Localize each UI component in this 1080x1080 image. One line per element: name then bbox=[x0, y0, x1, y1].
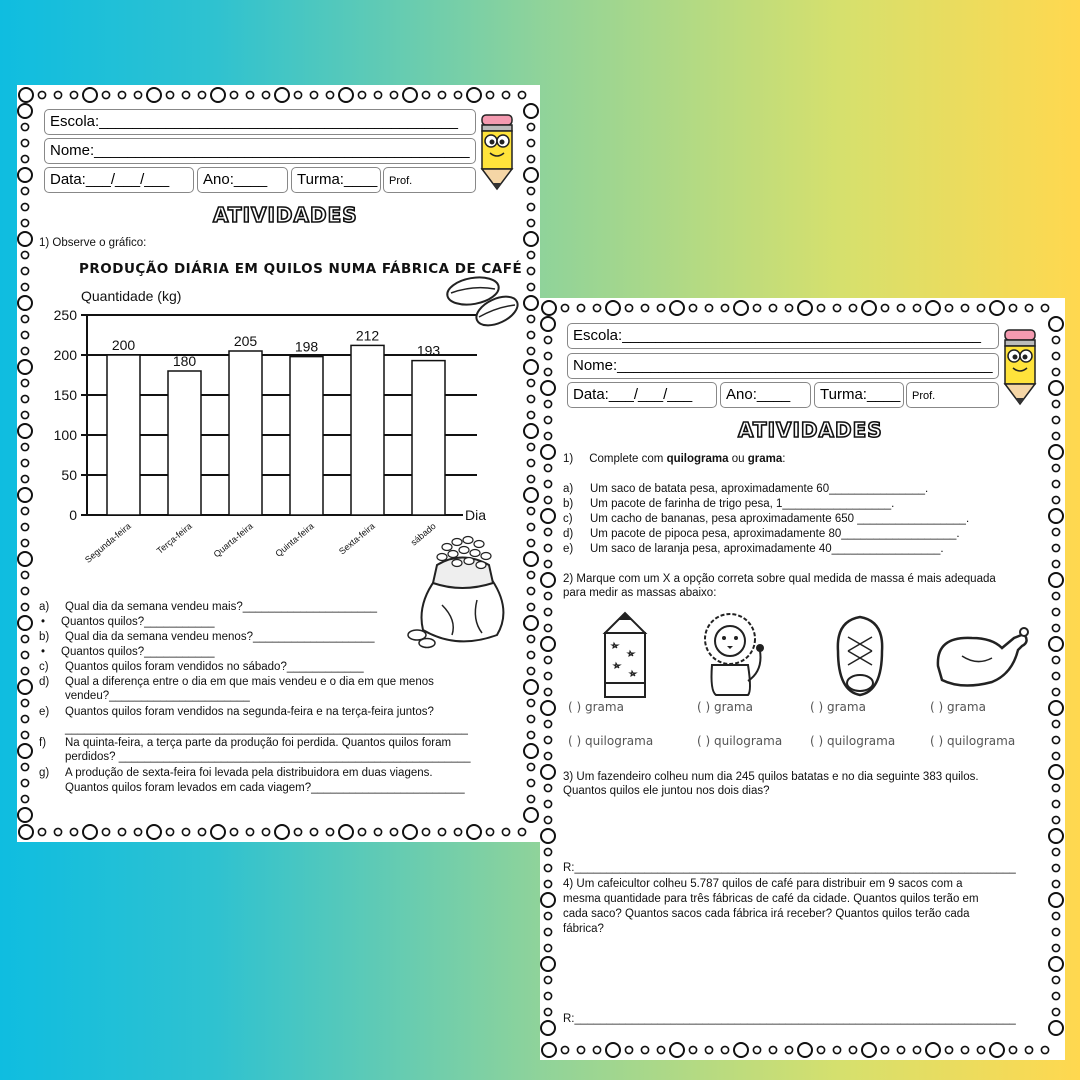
bar bbox=[290, 357, 323, 515]
x-tick-label: sábado bbox=[408, 520, 438, 548]
shoe-drawing-icon bbox=[830, 611, 890, 701]
y-tick-label: 0 bbox=[69, 507, 77, 523]
prof-field[interactable] bbox=[383, 167, 476, 193]
grama-option[interactable]: ( ) grama bbox=[930, 700, 986, 714]
question-text: A produção de sexta-feira foi levada pela distribuidora em duas viagens. bbox=[65, 767, 433, 779]
coffee-sack-icon bbox=[397, 525, 527, 655]
bar bbox=[107, 355, 140, 515]
bar-value-label: 205 bbox=[233, 333, 258, 349]
question-marker: a) bbox=[39, 601, 50, 613]
x-tick-label: Sexta-feira bbox=[337, 520, 377, 557]
data-label: Data:___/___/___ bbox=[573, 386, 693, 403]
question-1-text bbox=[563, 452, 785, 466]
question-marker: • bbox=[41, 616, 46, 628]
grama-option[interactable]: ( ) grama bbox=[568, 700, 624, 714]
page-title: ATIVIDADES bbox=[738, 418, 883, 442]
question-1-colon: : bbox=[782, 453, 786, 465]
nome-label: Nome:_____________________________________________ bbox=[50, 142, 470, 159]
bar bbox=[412, 361, 445, 515]
answer-4-line[interactable]: R:_____________________________________________________________________ bbox=[563, 1013, 1016, 1025]
x-tick-label: Quinta-feira bbox=[273, 520, 316, 559]
ano-field[interactable] bbox=[197, 167, 288, 193]
question-4-line-2: mesma quantidade para três fábricas de café da cidade. Quantos quilos terão em bbox=[563, 893, 979, 905]
y-tick-label: 50 bbox=[61, 467, 77, 483]
item-marker: b) bbox=[563, 498, 574, 510]
y-tick-label: 200 bbox=[53, 347, 77, 363]
fill-in-item: Um pacote de pipoca pesa, aproximadamente 80__________________. bbox=[590, 528, 960, 540]
prof-field[interactable] bbox=[906, 382, 999, 408]
bar bbox=[168, 371, 201, 515]
bar bbox=[229, 351, 262, 515]
fill-in-item: Um saco de laranja pesa, aproximadamente 40_________________. bbox=[590, 543, 944, 555]
quilograma-option[interactable]: ( ) quilograma bbox=[930, 734, 1016, 748]
question-marker: g) bbox=[39, 767, 50, 779]
prof-label: Prof. bbox=[389, 175, 413, 187]
bar-value-label: 212 bbox=[355, 327, 380, 344]
question-text: Qual dia da semana vendeu menos?___________________ bbox=[65, 631, 375, 643]
escola-field[interactable] bbox=[567, 323, 999, 349]
y-tick-label: 250 bbox=[53, 307, 77, 323]
grama-option[interactable]: ( ) grama bbox=[810, 700, 866, 714]
chart-title: PRODUÇÃO DIÁRIA EM QUILOS NUMA FÁBRICA DE CAFÉ bbox=[79, 261, 523, 277]
nome-field[interactable] bbox=[44, 138, 476, 164]
quilograma-option[interactable]: ( ) quilograma bbox=[568, 734, 654, 748]
escola-field[interactable] bbox=[44, 109, 476, 135]
question-text: Quantos quilos foram levados em cada viagem?________________________ bbox=[65, 782, 465, 794]
fill-in-item: Um saco de batata pesa, aproximadamente 60_______________. bbox=[590, 483, 929, 495]
item-marker: a) bbox=[563, 483, 574, 495]
chart-ylabel: Quantidade (kg) bbox=[81, 288, 182, 304]
item-marker: d) bbox=[563, 528, 574, 540]
question-text: Qual a diferença entre o dia em que mais vendeu e o dia em que menos bbox=[65, 676, 434, 688]
quilograma-option[interactable]: ( ) quilograma bbox=[697, 734, 783, 748]
question-marker: c) bbox=[39, 661, 49, 673]
pencil-mascot-icon bbox=[477, 113, 517, 193]
bar-value-label: 193 bbox=[416, 342, 441, 359]
question-marker: • bbox=[41, 646, 46, 658]
escola-label: Escola:___________________________________________ bbox=[573, 327, 981, 344]
ano-field[interactable] bbox=[720, 382, 811, 408]
question-marker: f) bbox=[39, 737, 47, 749]
worksheet-page-2 bbox=[540, 298, 1065, 1060]
turma-field[interactable] bbox=[814, 382, 904, 408]
bar bbox=[351, 345, 384, 515]
question-marker: d) bbox=[39, 676, 50, 688]
bar-value-label: 200 bbox=[111, 337, 136, 353]
data-field[interactable] bbox=[567, 382, 717, 408]
question-text: Quantos quilos foram vendidos na segunda-feira e na terça-feira juntos? bbox=[65, 706, 434, 718]
question-text: Quantos quilos?___________ bbox=[61, 646, 215, 658]
question-1-or: ou bbox=[728, 453, 748, 465]
turma-field[interactable] bbox=[291, 167, 381, 193]
worksheet-page-1 bbox=[17, 85, 540, 842]
question-3-line-2: Quantos quilos ele juntou nos dois dias? bbox=[563, 785, 770, 797]
answer-3-line[interactable]: R:_____________________________________________________________________ bbox=[563, 862, 1016, 874]
bar-value-label: 180 bbox=[172, 353, 197, 369]
question-text: Na quinta-feira, a terça parte da produção foi perdida. Quantos quilos foram bbox=[65, 737, 452, 749]
item-marker: e) bbox=[563, 543, 574, 555]
fill-in-item: Um pacote de farinha de trigo pesa, 1_________________. bbox=[590, 498, 895, 510]
question-text: perdidos? _______________________________________________________ bbox=[65, 751, 471, 763]
question-4-line-3: cada saco? Quantos sacos cada fábrica irá receber? Quantos quilos terão cada bbox=[563, 908, 970, 920]
lion-drawing-icon bbox=[698, 611, 778, 701]
question-4-line-4: fábrica? bbox=[563, 923, 604, 935]
nome-label: Nome:_____________________________________________ bbox=[573, 357, 993, 374]
nome-field[interactable] bbox=[567, 353, 999, 379]
pencil-drawing-icon bbox=[600, 611, 650, 701]
x-tick-label: Quarta-feira bbox=[211, 520, 255, 560]
quilograma-bold: quilograma bbox=[666, 453, 729, 465]
page-title: ATIVIDADES bbox=[213, 203, 358, 227]
grama-bold: grama bbox=[747, 453, 783, 465]
chart-xlabel: Dia bbox=[465, 507, 487, 523]
y-tick-label: 100 bbox=[53, 427, 77, 443]
turma-label: Turma:____ bbox=[820, 386, 901, 403]
data-label: Data:___/___/___ bbox=[50, 171, 170, 188]
prof-label: Prof. bbox=[912, 390, 936, 402]
ano-label: Ano:____ bbox=[203, 171, 268, 188]
quilograma-option[interactable]: ( ) quilograma bbox=[810, 734, 896, 748]
x-tick-label: Segunda-feira bbox=[83, 520, 133, 565]
question-text: vendeu?______________________ bbox=[65, 690, 250, 702]
escola-label: Escola:___________________________________________ bbox=[50, 113, 458, 130]
bar-value-label: 198 bbox=[294, 338, 319, 355]
question-text: Qual dia da semana vendeu mais?_____________________ bbox=[65, 601, 378, 613]
grama-option[interactable]: ( ) grama bbox=[697, 700, 753, 714]
x-tick-label: Terça-feira bbox=[154, 520, 194, 556]
question-4-line-1: 4) Um cafeicultor colheu 5.787 quilos de café para distribuir em 9 sacos com a bbox=[563, 878, 963, 890]
turma-label: Turma:____ bbox=[297, 171, 378, 188]
y-tick-label: 150 bbox=[53, 387, 77, 403]
chicken-drawing-icon bbox=[932, 616, 1032, 696]
question-2-line-1: 2) Marque com um X a opção correta sobre qual medida de massa é mais adequada bbox=[563, 573, 996, 585]
question-1-prefix: Complete com bbox=[589, 453, 667, 465]
ano-label: Ano:____ bbox=[726, 386, 791, 403]
question-3-line-1: 3) Um fazendeiro colheu num dia 245 quilos batatas e no dia seguinte 383 quilos. bbox=[563, 771, 979, 783]
question-1-text: 1) Observe o gráfico: bbox=[39, 237, 147, 249]
pencil-mascot-icon bbox=[1000, 328, 1040, 408]
question-marker: e) bbox=[39, 706, 50, 718]
question-text: Quantos quilos?___________ bbox=[61, 616, 215, 628]
question-2-line-2: para medir as massas abaixo: bbox=[563, 587, 717, 599]
question-text: _______________________________________________________________ bbox=[65, 723, 468, 735]
question-text: Quantos quilos foram vendidos no sábado?____________ bbox=[65, 661, 364, 673]
fill-in-item: Um cacho de bananas, pesa aproximadamente 650 _________________. bbox=[590, 513, 970, 525]
question-1-number: 1) bbox=[563, 453, 574, 465]
data-field[interactable] bbox=[44, 167, 194, 193]
question-marker: b) bbox=[39, 631, 50, 643]
coffee-beans-icon bbox=[445, 273, 525, 333]
item-marker: c) bbox=[563, 513, 573, 525]
